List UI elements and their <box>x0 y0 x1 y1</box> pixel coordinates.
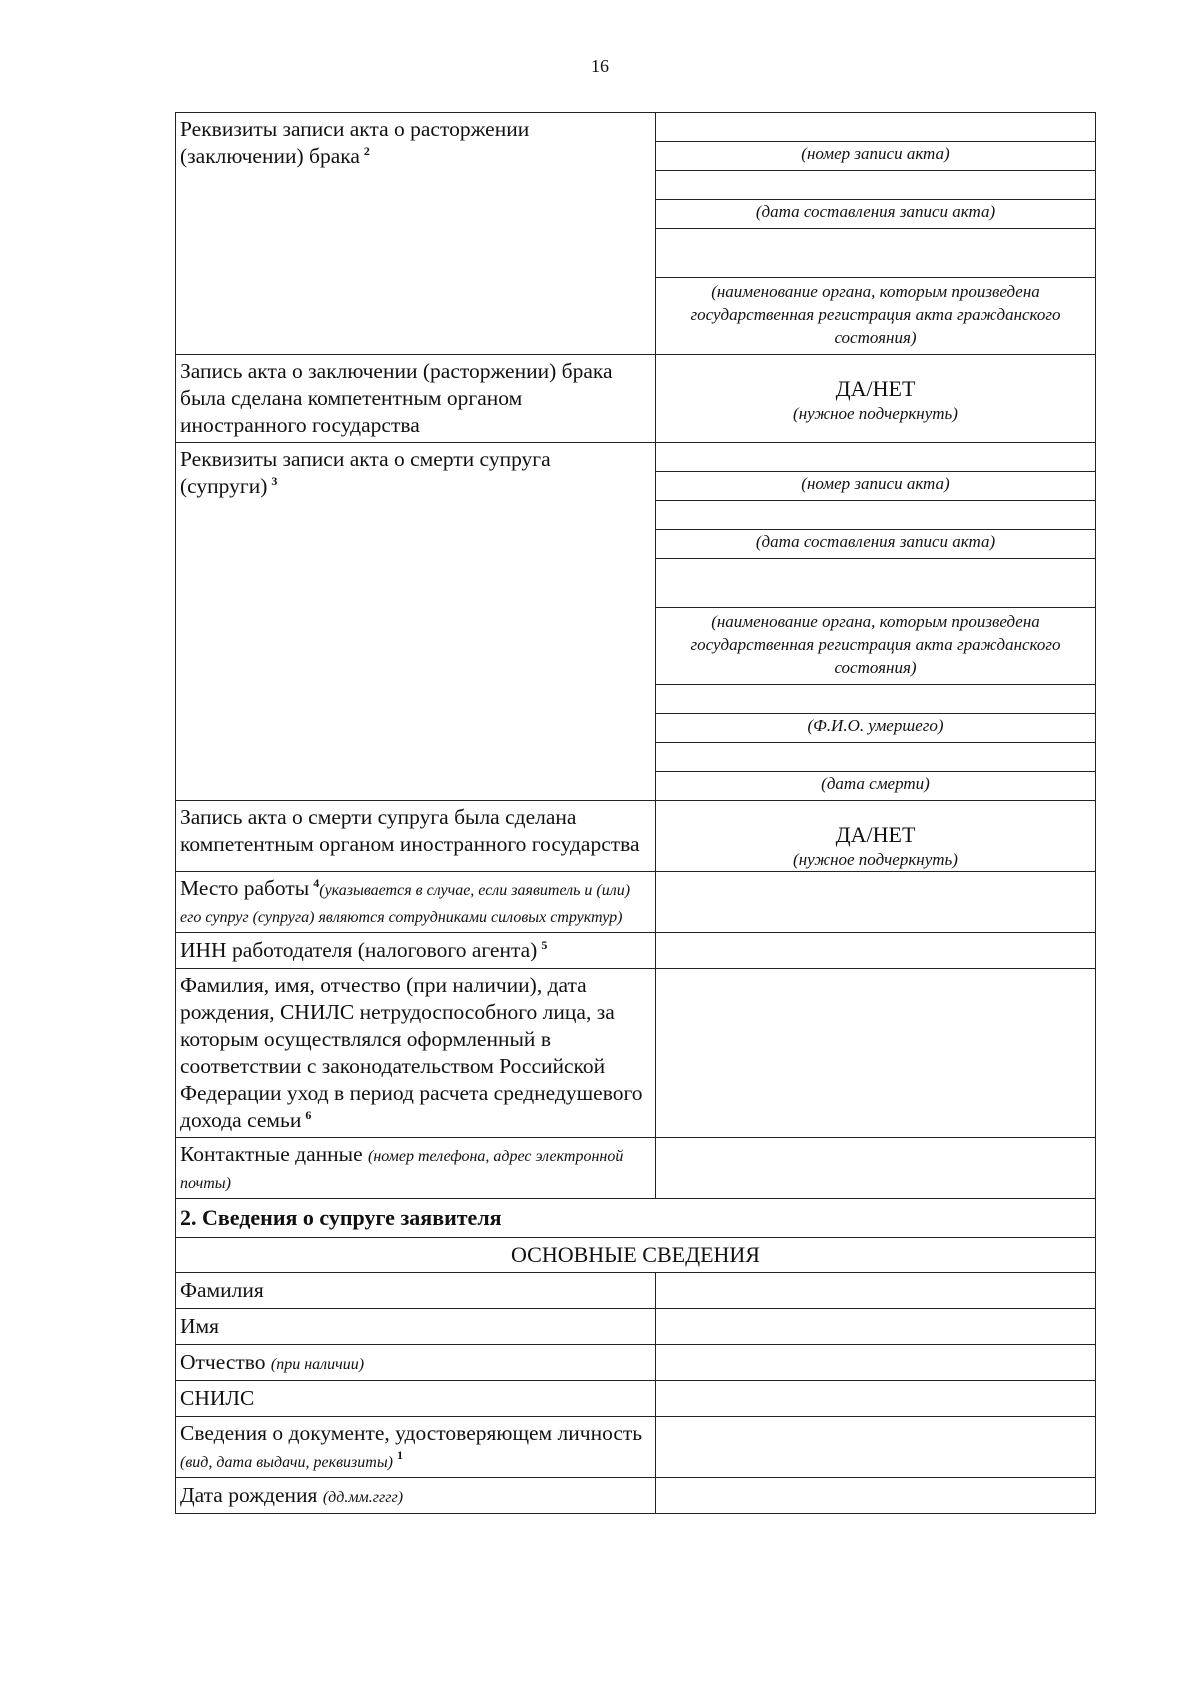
form-table <box>175 112 1096 1514</box>
input-death-date[interactable] <box>656 743 1095 772</box>
input-spouse-name[interactable] <box>656 1309 1096 1345</box>
row-disabled-person <box>176 969 1096 1138</box>
cell-foreign-marriage <box>656 355 1096 443</box>
input-spouse-patronymic[interactable] <box>656 1345 1096 1381</box>
label-foreign-marriage: Запись акта о заключении (расторжении) брака была сделана компетентным органом иностранного государства <box>176 355 656 443</box>
footnote-marker: 3 <box>271 473 278 488</box>
row-spouse-name <box>176 1309 1096 1345</box>
label-divorce-record: Реквизиты записи акта о расторжении (заключении) брака $^2$ <box>176 113 656 355</box>
patronymic-note: (при наличии) <box>270 1356 365 1373</box>
row-spouse-birth-date <box>176 1478 1096 1514</box>
input-contacts[interactable] <box>656 1138 1096 1199</box>
id-doc-note: (вид, дата выдачи, реквизиты) <box>180 1454 393 1471</box>
cell-foreign-death <box>656 801 1096 872</box>
application-form-sheet <box>175 112 1095 1514</box>
row-foreign-marriage <box>176 355 1096 443</box>
input-spouse-surname[interactable] <box>656 1273 1096 1309</box>
row-spouse-snils <box>176 1381 1096 1417</box>
row-employer-inn <box>176 933 1096 969</box>
input-record-number[interactable] <box>656 113 1095 142</box>
yes-no-choice[interactable]: ДА/НЕТ <box>835 822 916 847</box>
input-record-date[interactable] <box>656 171 1095 200</box>
label-foreign-death: Запись акта о смерти супруга была сделана компетентным органом иностранного государства <box>176 801 656 872</box>
label-spouse-birth-date: Дата рождения (дд.мм.гггг) <box>176 1478 656 1514</box>
workplace-note: (указывается в случае, если заявитель и (или) его супруг (супруга) являются сотрудниками силовых структур) <box>180 882 631 926</box>
underline-hint: (нужное подчеркнуть) <box>793 404 958 423</box>
caption-death-date: (дата смерти) <box>821 774 930 793</box>
row-death-record <box>176 443 1096 801</box>
input-disabled-person[interactable] <box>656 969 1096 1138</box>
birth-date-note: (дд.мм.гггг) <box>322 1489 404 1506</box>
caption-deceased-name: (Ф.И.О. умершего) <box>656 714 1095 743</box>
contacts-note: (номер телефона, адрес электронной почты) <box>180 1148 624 1192</box>
caption-record-date: (дата составления записи акта) <box>656 200 1095 229</box>
label-spouse-patronymic: Отчество (при наличии) <box>176 1345 656 1381</box>
yes-no-choice[interactable]: ДА/НЕТ <box>835 376 916 401</box>
underline-hint: (нужное подчеркнуть) <box>793 850 958 869</box>
input-registration-authority[interactable] <box>656 229 1095 278</box>
input-employer-inn[interactable] <box>656 933 1096 969</box>
label-employer-inn: ИНН работодателя (налогового агента) $^5$ <box>176 933 656 969</box>
footnote-marker: 2 <box>363 143 370 158</box>
caption-death-record-date: (дата составления записи акта) <box>656 530 1095 559</box>
input-deceased-name[interactable] <box>656 685 1095 714</box>
caption-registration-authority: (наименование органа, которым произведена государственная регистрация акта гражданского состояния) <box>690 282 1061 347</box>
label-workplace: Место работы $^4$(указывается в случае, если заявитель и (или) его супруг (супруга) являются сотрудниками силовых структур) <box>176 872 656 933</box>
section-2-subtitle: ОСНОВНЫЕ СВЕДЕНИЯ <box>176 1238 1096 1273</box>
label-contacts: Контактные данные (номер телефона, адрес электронной почты) <box>176 1138 656 1199</box>
section-2-title: 2. Сведения о супруге заявителя <box>176 1199 1096 1238</box>
caption-death-record-number: (номер записи акта) <box>656 472 1095 501</box>
label-spouse-id-doc: Сведения о документе, удостоверяющем личность (вид, дата выдачи, реквизиты) $^1$ <box>176 1417 656 1478</box>
row-spouse-id-doc <box>176 1417 1096 1478</box>
footnote-marker: 4 <box>313 875 320 890</box>
row-workplace <box>176 872 1096 933</box>
input-spouse-id-doc[interactable] <box>656 1417 1096 1478</box>
input-death-record-date[interactable] <box>656 501 1095 530</box>
row-spouse-surname <box>176 1273 1096 1309</box>
cell-divorce-record <box>656 113 1096 355</box>
input-death-record-number[interactable] <box>656 443 1095 472</box>
row-spouse-patronymic <box>176 1345 1096 1381</box>
row-foreign-death <box>176 801 1096 872</box>
label-death-record: Реквизиты записи акта о смерти супруга (супруги) $^3$ <box>176 443 656 801</box>
label-spouse-snils: СНИЛС <box>176 1381 656 1417</box>
label-spouse-name: Имя <box>176 1309 656 1345</box>
row-contacts <box>176 1138 1096 1199</box>
input-spouse-birth-date[interactable] <box>656 1478 1096 1514</box>
label-disabled-person: Фамилия, имя, отчество (при наличии), дата рождения, СНИЛС нетрудоспособного лица, за которым осуществлялся оформленный в соответствии с законодательством Российской Федерации уход в период расчета среднедушевого дохода семьи $^6$ <box>176 969 656 1138</box>
row-section-2 <box>176 1199 1096 1238</box>
label-spouse-surname: Фамилия <box>176 1273 656 1309</box>
footnote-marker: 5 <box>541 937 548 952</box>
footnote-marker: 6 <box>305 1107 312 1122</box>
cell-death-record <box>656 443 1096 801</box>
input-spouse-snils[interactable] <box>656 1381 1096 1417</box>
caption-death-authority: (наименование органа, которым произведена государственная регистрация акта гражданского состояния) <box>656 608 1095 685</box>
caption-record-number: (номер записи акта) <box>656 142 1095 171</box>
input-death-authority[interactable] <box>656 559 1095 608</box>
row-divorce-record <box>176 113 1096 355</box>
page-number: 16 <box>591 56 609 76</box>
footnote-marker: 1 <box>397 1447 403 1462</box>
input-workplace[interactable] <box>656 872 1096 933</box>
row-section-2-subtitle <box>176 1238 1096 1273</box>
